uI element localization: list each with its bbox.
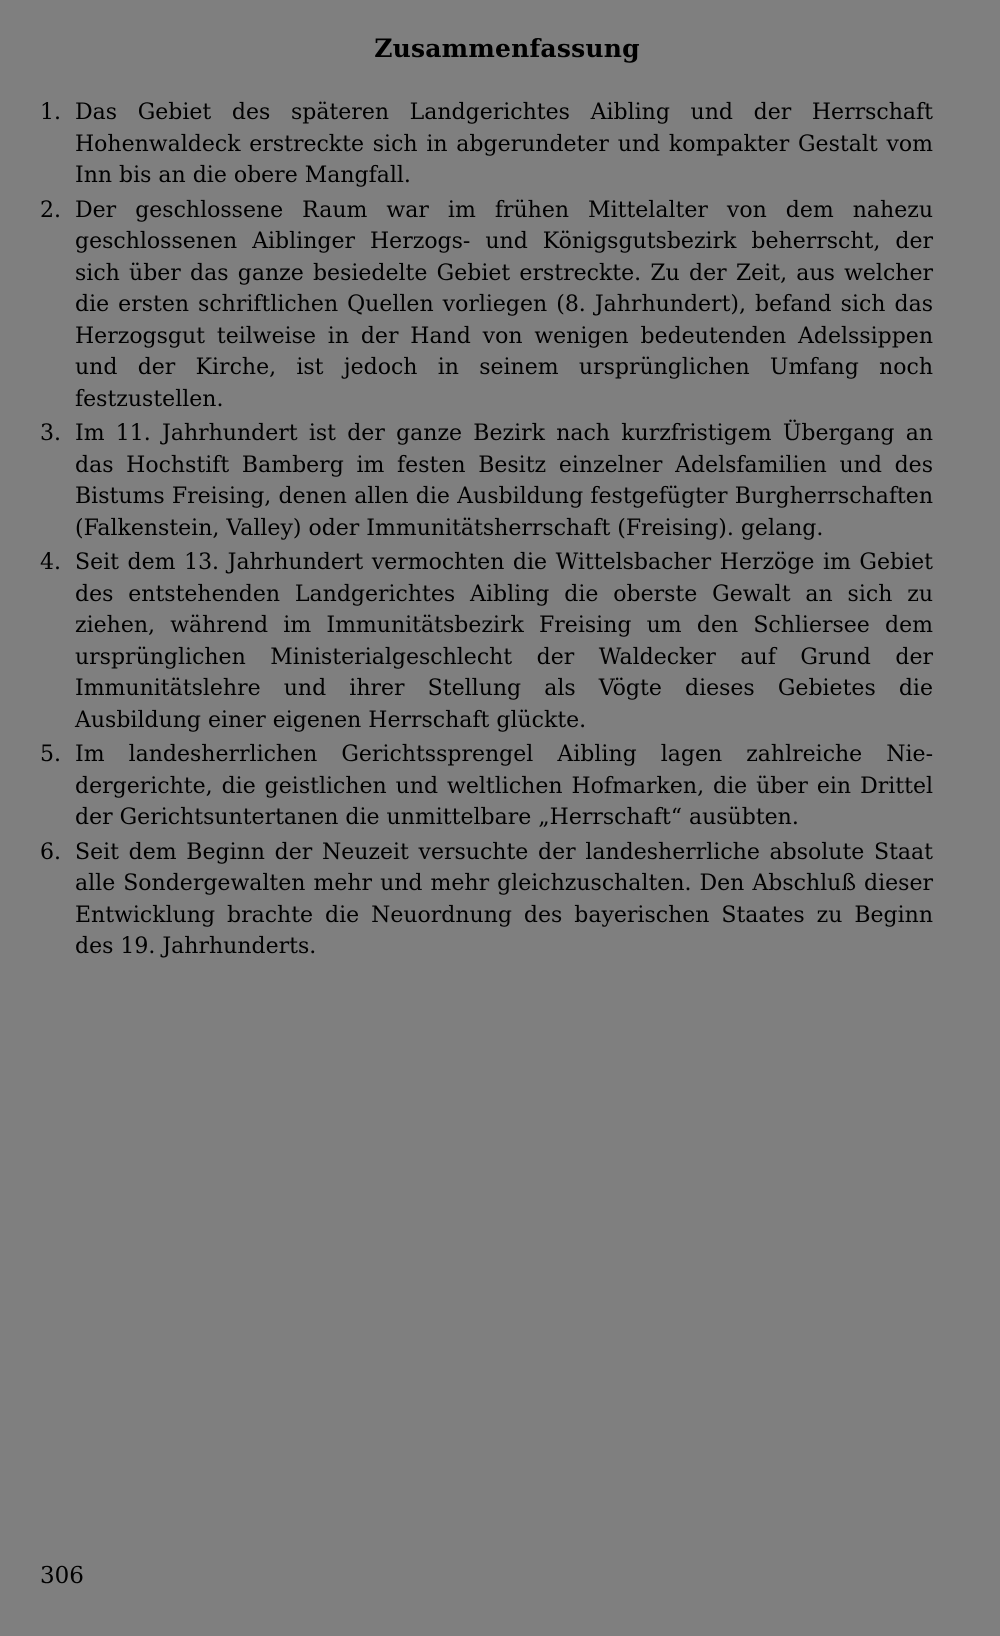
item-number: 1. xyxy=(40,100,61,125)
summary-list xyxy=(40,97,933,966)
item-number: 4. xyxy=(40,550,61,575)
item-number: 6. xyxy=(40,839,61,865)
item-text: Seit dem 13. Jahrhundert vermochten die Wittelsbacher Herzöge im Gebiet des entstehenden Landgerichtes Aibling die oberste Gewalt an sich zu ziehen, während im Immunitätsbezirk Freising um den Schliersee dem ursprünglichen Ministerialgeschlecht der Waldecker auf Grund der Immunitätslehre und ihrer Stellung als Vögte dieses Gebietes die Ausbildung einer eigenen Herrschaft glückte. xyxy=(75,550,933,733)
item-text: Der geschlossene Raum war im frühen Mittelalter von dem nahezu geschlossenen Aiblinger Herzogs- und Königsgutsbezirk beherrscht, der sich über das ganze besiedelte Gebiet erstreckte. Zu der Zeit, aus welcher die ersten schriftlichen Quellen vorliegen (8. Jahrhundert), befand sich das Herzogsgut teilweise in der Hand von wenigen bedeutenden Adelssippen und der Kirche, ist jedoch in seinem ursprünglichen Umfang noch festzustellen. xyxy=(75,197,933,412)
summary-item-2 xyxy=(40,195,933,416)
summary-item-5 xyxy=(40,739,933,834)
item-text: Das Gebiet des späteren Landgerichtes Aibling und der Herrschaft Hohenwaldeck erstreckte sich in abgerundeter und kompakter Gestalt vom Inn bis an die obere Mangfall. xyxy=(75,100,933,188)
summary-item-4 xyxy=(40,547,933,736)
page-title: Zusammenfassung xyxy=(374,34,640,63)
item-number: 2. xyxy=(40,197,61,223)
item-text: Seit dem Beginn der Neuzeit versuchte der landesherrliche absolute Staat alle Sondergewalten mehr und mehr gleichzuschalten. Den Abschluß dieser Entwicklung brachte die Neuordnung des bayerischen Staates zu Beginn des 19. Jahrhunderts. xyxy=(75,839,933,959)
page-number: 306 xyxy=(40,1563,84,1589)
item-text: Im landesherrlichen Gerichtssprengel Aibling lagen zahlreiche Niedergerichte, die geistlichen und weltlichen Hofmarken, die über ein Drittel der Gerichtsuntertanen die unmittelbare „Herrschaft“ ausübten. xyxy=(75,742,933,830)
summary-item-3 xyxy=(40,418,933,544)
summary-item-1 xyxy=(40,97,933,192)
summary-item-6 xyxy=(40,837,933,963)
item-number: 5. xyxy=(40,742,61,767)
item-number: 3. xyxy=(40,421,61,446)
item-text: Im 11. Jahrhundert ist der ganze Bezirk nach kurzfristigem Übergang an das Hochstift Bamberg im festen Besitz einzelner Adelsfamilien und des Bistums Freising, denen allen die Ausbildung festgefügter Burgherrschaften (Falkenstein, Valley) oder Immunitätsherrschaft (Freising). gelang. xyxy=(75,421,933,541)
